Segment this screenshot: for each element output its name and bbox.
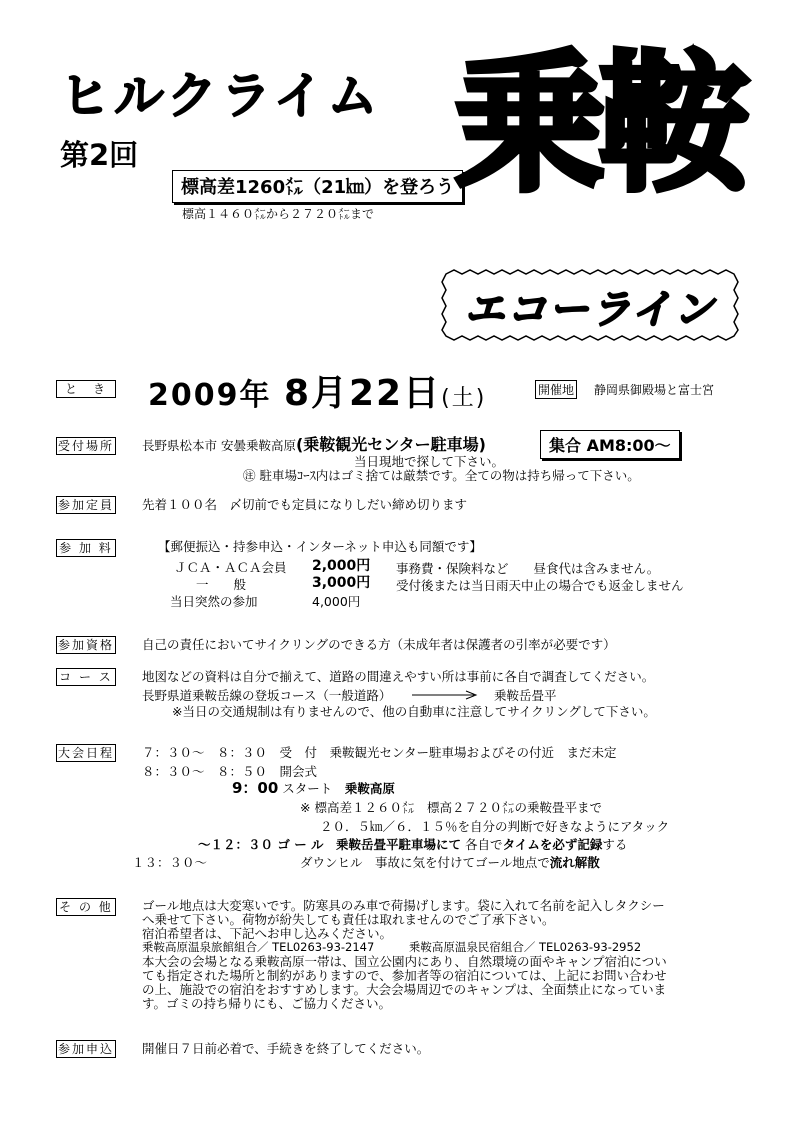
other-line: 宿泊希望者は、下記へお申し込みください。 <box>142 926 393 941</box>
course-label: コ ー ス <box>56 668 116 686</box>
date-year: 2009年 <box>148 378 272 413</box>
other-line: へ乗せて下さい。荷物が紛失しても責任は取れませんのでご了承下さい。 <box>142 912 555 927</box>
other-line: 乗鞍高原温泉旅館組合／ TEL0263-93-2147 乗鞍高原温泉民宿組合／ TEL0263-93-2952 <box>142 940 642 954</box>
reception-place-text: 長野県松本市 安曇乗鞍高原 <box>142 438 296 453</box>
other-line: ゴール地点は大変寒いです。防寒具のみ車で荷揚げします。袋に入れて名前を記入しタクシー <box>142 898 665 913</box>
fee-row-name: 一 般 <box>196 577 247 592</box>
date-label: と き <box>56 380 116 398</box>
schedule-downhill <box>300 855 600 870</box>
apply-label: 参加申込 <box>57 1042 114 1056</box>
fee-row-note: 受付後または当日雨天中止の場合でも返金しません <box>396 578 684 593</box>
reception-note2: ㊟ 駐車場ｺｰｽ内はゴミ捨ては厳禁です。全ての物は持ち帰って下さい。 <box>243 468 640 483</box>
course-line1: 地図などの資料は自分で揃えて、道路の間違えやすい所は事前に各自で調査してください。 <box>142 669 655 684</box>
eco-line-title: エコーライン <box>464 287 716 333</box>
reception-place-bold: (乗鞍観光センター駐車場) <box>295 435 486 454</box>
schedule-goal <box>198 837 627 852</box>
goal-suffix: する <box>602 837 628 852</box>
schedule-start <box>232 781 395 796</box>
fee-row-amount: 4,000円 <box>312 594 361 609</box>
meet-time-box: 集合 AM8:00～ <box>540 430 680 459</box>
schedule-line: ２０．５㎞／６．１５％を自分の判断で好きなようにアタック <box>320 819 670 834</box>
elevation-box: 標高差1260㍍（21㎞）を登ろう <box>172 170 463 203</box>
start-time: 9：00 <box>232 779 279 797</box>
eligibility-label: 参加資格 <box>57 638 114 652</box>
event-title: ヒルクライム <box>60 67 382 125</box>
other-label: そ の 他 <box>56 898 116 916</box>
start-place: 乗鞍高原 <box>344 781 395 796</box>
schedule-line: ※ 標高差１２６０㍍ 標高２７２０㍍の乗鞍畳平まで <box>300 800 602 815</box>
venue-label: 開催地 <box>535 380 577 399</box>
other-line: 本大会の会場となる乗鞍高原一帯は、国立公園内にあり、自然環境の面やキャンプ宿泊につい <box>142 954 667 969</box>
reception-note1: 当日現地で探して下さい。 <box>354 454 505 469</box>
goal-each: 各自で <box>465 837 503 852</box>
capacity-label: 参加定員 <box>57 498 114 512</box>
other-line: す。ゴミの持ち帰りにも、ご協力ください。 <box>142 996 392 1011</box>
big-title-norikura: 乗鞍 <box>455 38 744 212</box>
course-line3: ※当日の交通規制は有りませんので、他の自動車に注意してサイクリングして下さい。 <box>172 704 656 719</box>
goal-text: ～１２：３０ ゴ ー ル 乗鞍岳畳平駐車場にて <box>198 837 462 852</box>
capacity-text: 先着１００名 〆切前でも定員になりしだい締め切ります <box>142 497 468 512</box>
fee-row-amount: 2,000円 <box>312 558 371 574</box>
arrow-right-icon <box>410 688 480 702</box>
date-day: 8月22日 <box>283 373 442 414</box>
schedule-downhill-time: １３：３０～ <box>132 855 208 870</box>
other-line: の上、施設での宿泊をおすすめします。大会会場周辺でのキャンプは、全面禁止になっていま <box>142 982 667 997</box>
schedule-label: 大会日程 <box>57 746 114 760</box>
fee-label: 参 加 料 <box>56 539 116 557</box>
event-date <box>148 365 486 416</box>
elevation-subtext: 標高１４６０㍍から２７２０㍍まで <box>182 207 375 221</box>
other-line: ても指定された場所と制約がありますので、参加者等の宿泊については、上記にお問い合わせ <box>142 968 667 983</box>
reception-label: 受付場所 <box>57 439 114 453</box>
goal-record: タイムを必ず記録 <box>502 837 603 852</box>
schedule-line: ７：３０～ ８：３０ 受 付 乗鞍観光センター駐車場およびその付近 まだ未定 <box>142 745 617 760</box>
schedule-line: ８：３０～ ８：５０ 開会式 <box>142 764 318 779</box>
fee-row-amount: 3,000円 <box>312 575 371 591</box>
fee-row-name: 当日突然の参加 <box>170 594 258 609</box>
start-label: スタート <box>282 781 345 796</box>
downhill-text: ダウンヒル 事故に気を付けてゴール地点で <box>300 855 550 870</box>
fee-row-name: ＪＣＡ・ＡＣＡ会員 <box>174 560 287 575</box>
course-line2a: 長野県道乗鞍岳線の登坂コース（一般道路） <box>142 688 392 703</box>
fee-header: 【郵便振込・持参申込・インターネット申込も同額です】 <box>158 539 482 554</box>
course-line2b: 乗鞍岳畳平 <box>494 688 557 703</box>
date-weekday: (土) <box>441 386 487 411</box>
reception-place <box>142 437 486 453</box>
fee-row-note: 事務費・保険料など 昼食代は含みません。 <box>396 561 660 576</box>
apply-text: 開催日７日前必着で、手続きを終了してください。 <box>142 1041 430 1056</box>
eligibility-text: 自己の責任においてサイクリングのできる方（未成年者は保護者の引率が必要です） <box>142 637 616 652</box>
edition-label: 第2回 <box>60 138 139 172</box>
venue-text: 静岡県御殿場と富士宮 <box>594 383 715 397</box>
downhill-dismiss: 流れ解散 <box>549 855 600 870</box>
